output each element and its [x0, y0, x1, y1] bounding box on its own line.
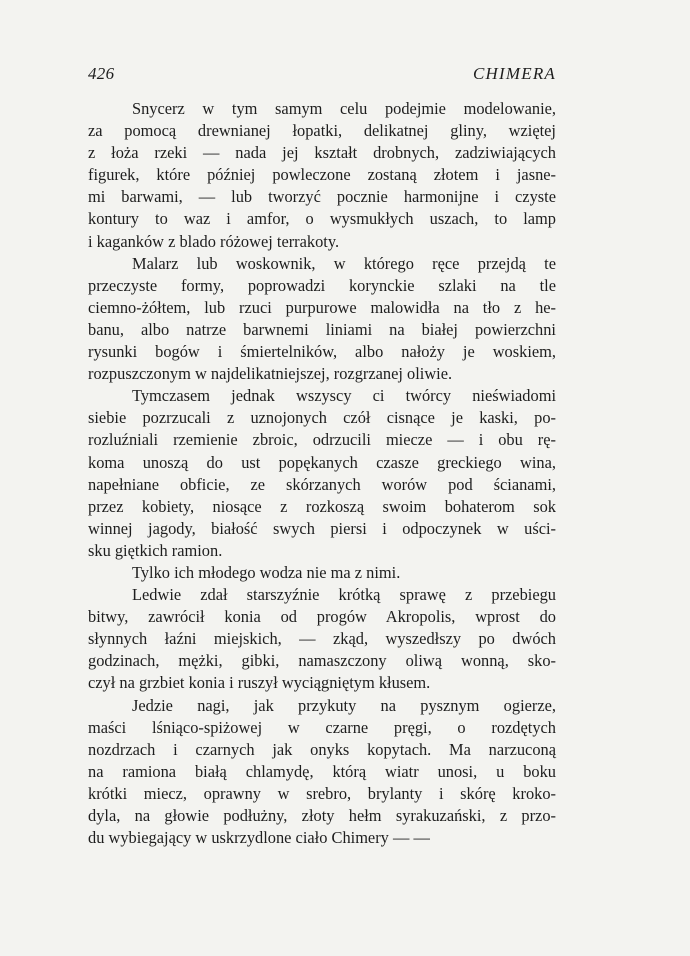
- text-line: mi barwami, — lub tworzyć pocznie harmonijne i czyste: [88, 187, 556, 207]
- text-line: bitwy, zawrócił konia od progów Akropolis, wprost do: [88, 607, 556, 627]
- text-line: banu, albo natrze barwnemi liniami na białej powierzchni: [88, 319, 556, 339]
- text-line: koma unoszą do ust popękanych czasze greckiego wina,: [88, 452, 556, 472]
- text-line: ciemno-żółtem, lub rzuci purpurowe malowidła na tło z he-: [88, 297, 556, 317]
- text-line: winnej jagody, białość swych piersi i odpoczynek w uści-: [88, 518, 556, 538]
- text-line: Snycerz w tym samym celu podejmie modelowanie,: [132, 99, 556, 118]
- text-line: słynnych łaźni miejskich, — zkąd, wyszedłszy po dwóch: [88, 629, 556, 649]
- text-line: siebie pozrzucali z uznojonych czół cisnące je kaski, po-: [88, 408, 556, 428]
- body-text: [88, 98, 556, 849]
- text-line: czył na grzbiet konia i ruszył wyciągniętym kłusem.: [88, 673, 431, 693]
- text-line: sku giętkich ramion.: [88, 540, 223, 560]
- paragraph-5: [88, 584, 556, 694]
- text-line: na ramiona białą chlamydę, którą wiatr unosi, u boku: [88, 761, 556, 781]
- text-line: rysunki bogów i śmiertelników, albo nałoży je woskiem,: [88, 342, 556, 362]
- text-line: przeczyste formy, poprowadzi korynckie szlaki na tle: [88, 275, 556, 295]
- running-head: CHIMERA: [473, 64, 556, 83]
- page-number: 426: [88, 64, 115, 83]
- text-line: rozluźniali rzemienie zbroic, odrzucili miecze — i obu rę-: [88, 430, 556, 450]
- text-line: du wybiegający w uskrzydlone ciało Chimery — —: [88, 828, 430, 848]
- paragraph-4: [88, 562, 556, 584]
- text-line: z łoża rzeki — nada jej kształt drobnych, zadziwiających: [88, 143, 556, 163]
- text-line: Jedzie nagi, jak przykuty na pysznym ogierze,: [132, 695, 556, 715]
- text-line: rozpuszczonym w najdelikatniejszej, rozgrzanej oliwie.: [88, 364, 453, 384]
- text-line: kontury to waz i amfor, o wysmukłych uszach, to lamp: [88, 209, 556, 229]
- text-line: Ledwie zdał starszyźnie krótką sprawę z przebiegu: [132, 585, 556, 605]
- text-line: dyla, na głowie podłużny, złoty hełm syrakuzański, z przo-: [88, 806, 556, 825]
- text-line: Tylko ich młodego wodza nie ma z nimi.: [132, 562, 401, 582]
- text-line: napełniane obficie, ze skórzanych worów pod ścianami,: [88, 474, 556, 494]
- text-line: przez kobiety, niosące z rozkoszą swoim bohaterom sok: [88, 496, 556, 516]
- page-header: [88, 64, 556, 86]
- text-line: nozdrzach i czarnych jak onyks kopytach. Ma narzuconą: [88, 739, 556, 759]
- paragraph-3: [88, 385, 556, 562]
- text-line: i kaganków z blado różowej terrakoty.: [88, 231, 340, 251]
- text-line: krótki miecz, oprawny w srebro, brylanty i skórę kroko-: [88, 783, 556, 803]
- text-line: Malarz lub woskownik, w którego ręce przejdą te: [132, 253, 556, 273]
- paragraph-1: [88, 98, 556, 253]
- text-line: figurek, które później powleczone zostaną złotem i jasne-: [88, 165, 556, 185]
- text-line: godzinach, mężki, gibki, namaszczony oliwą wonną, sko-: [88, 651, 556, 671]
- text-line: za pomocą drewnianej łopatki, delikatnej gliny, wziętej: [88, 121, 556, 141]
- text-line: maści lśniąco-spiżowej w czarne pręgi, o rozdętych: [88, 717, 556, 737]
- text-line: Tymczasem jednak wszyscy ci twórcy nieświadomi: [132, 386, 556, 406]
- paragraph-6: [88, 695, 556, 850]
- paragraph-2: [88, 253, 556, 386]
